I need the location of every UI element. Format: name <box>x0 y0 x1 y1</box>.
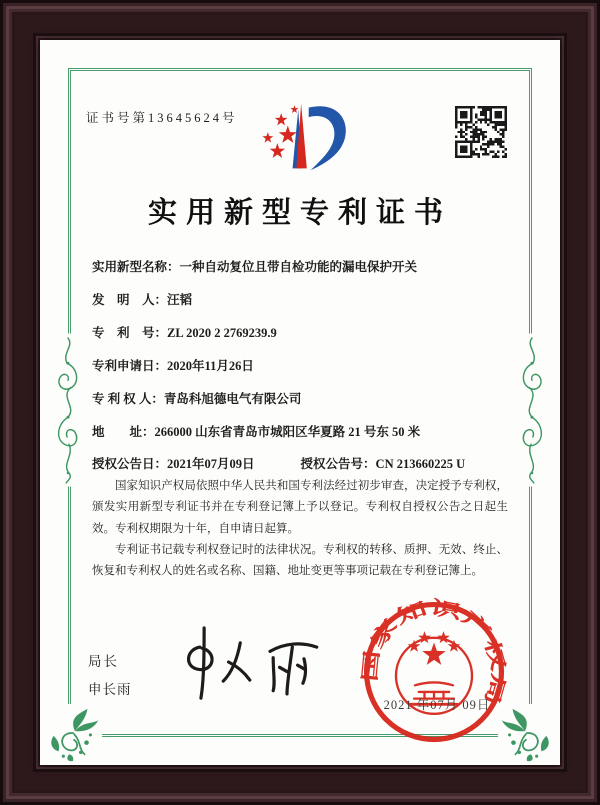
field-row-patentee <box>92 389 508 407</box>
qr-code <box>455 106 507 158</box>
field-label: 发 明 人： <box>92 293 168 307</box>
grant-date-value: 2021年07月09日 <box>167 457 255 471</box>
legal-paragraph-1: 国家知识产权局依照中华人民共和国专利法经过初步审查，决定授予专利权，颁发实用新型专利证书并在专利登记簿上予以登记。专利权自授权公告之日起生效。专利权期限为十年，自申请日起算。 <box>92 480 508 535</box>
field-row-inventor <box>92 290 508 308</box>
certificate-paper <box>40 40 560 765</box>
field-label: 专利申请日： <box>92 359 168 373</box>
green-floral-corner-left <box>44 704 102 762</box>
certificate-number: 证书号第13645624号 <box>86 111 238 125</box>
field-value: ZL 2020 2 2769239.9 <box>167 326 277 340</box>
field-value: 青岛科旭德电气有限公司 <box>163 392 302 406</box>
director-name: 申长雨 <box>88 682 132 697</box>
grant-date-label: 授权公告日： <box>92 457 168 471</box>
cnipa-patent-logo-icon <box>255 100 351 176</box>
seal-date: 2021 年07月 09日 <box>383 698 491 712</box>
seal-text: 国家知识产权局 <box>359 597 509 696</box>
legal-paragraph-2: 专利证书记载专利权登记时的法律状况。专利权的转移、质押、无效、终止、恢复和专利权人的姓名或名称、国籍、地址变更等事项记载在专利登记簿上。 <box>92 543 508 578</box>
field-value: 2020年11月26日 <box>167 359 254 373</box>
field-label: 实用新型名称： <box>92 260 180 274</box>
director-title: 局长 <box>88 654 119 669</box>
field-label: 地 址： <box>92 425 155 439</box>
field-value: 汪韬 <box>167 293 193 307</box>
field-row-name <box>92 257 508 275</box>
green-scroll-flourish-left <box>50 325 86 495</box>
grant-number-label: 授权公告号： <box>300 457 376 471</box>
field-value: 一种自动复位且带自检功能的漏电保护开关 <box>179 260 418 274</box>
field-row-grant <box>92 454 508 472</box>
director-signature <box>168 618 338 706</box>
field-row-filing-date <box>92 356 508 374</box>
field-label: 专 利 权 人： <box>92 392 164 406</box>
grant-number-value: CN 213660225 U <box>375 457 466 471</box>
field-row-patent-number <box>92 323 508 341</box>
legal-text <box>92 476 508 582</box>
green-scroll-flourish-right <box>514 325 550 495</box>
field-row-address <box>92 422 508 440</box>
field-label: 专 利 号： <box>92 326 168 340</box>
certificate-title: 实用新型专利证书 <box>147 197 452 229</box>
cnipa-official-seal <box>358 596 510 748</box>
field-value: 266000 山东省青岛市城阳区华夏路 21 号东 50 米 <box>154 425 421 439</box>
